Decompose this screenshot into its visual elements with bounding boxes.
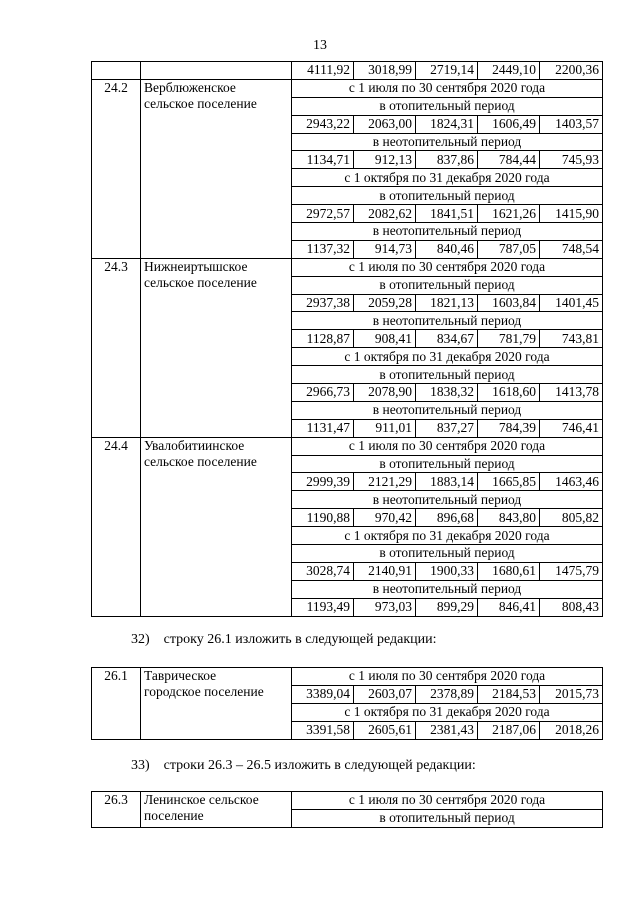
value-cell: 2449,10 xyxy=(478,62,540,80)
value-cell: 1900,33 xyxy=(416,562,478,580)
period-label: в неотопительный период xyxy=(292,223,603,241)
value-cell: 2121,29 xyxy=(354,473,416,491)
table-row xyxy=(92,258,603,276)
period-label: в отопительный период xyxy=(292,455,603,473)
value-cell: 2082,62 xyxy=(354,205,416,223)
settlement-name xyxy=(141,668,292,740)
settlement-name-line: сельское поселение xyxy=(144,274,257,290)
value-cell: 1128,87 xyxy=(292,330,354,348)
value-cell: 1403,57 xyxy=(540,115,603,133)
row-number: 24.2 xyxy=(92,79,141,258)
settlement-name xyxy=(141,258,292,437)
value-cell: 2719,14 xyxy=(416,62,478,80)
value-cell: 746,41 xyxy=(540,419,603,437)
period-label: с 1 июля по 30 сентября 2020 года xyxy=(292,79,603,97)
value-cell: 2999,39 xyxy=(292,473,354,491)
value-cell: 1603,84 xyxy=(478,294,540,312)
tariff-table-24 xyxy=(91,61,603,617)
value-cell: 2378,89 xyxy=(416,685,478,703)
value-cell: 1475,79 xyxy=(540,562,603,580)
value-cell: 743,81 xyxy=(540,330,603,348)
value-cell: 1883,14 xyxy=(416,473,478,491)
value-cell: 843,80 xyxy=(478,509,540,527)
table-row xyxy=(92,792,603,810)
period-label: в неотопительный период xyxy=(292,401,603,419)
settlement-name-line: Увалобитиинское xyxy=(144,437,245,453)
value-cell: 846,41 xyxy=(478,598,540,616)
value-cell: 896,68 xyxy=(416,509,478,527)
value-cell: 1841,51 xyxy=(416,205,478,223)
value-cell: 1401,45 xyxy=(540,294,603,312)
value-cell: 748,54 xyxy=(540,240,603,258)
table-row xyxy=(92,79,603,97)
value-cell: 1137,32 xyxy=(292,240,354,258)
clause-33: 33) строки 26.3 – 26.5 изложить в следующей редакции: xyxy=(131,758,476,773)
value-cell: 787,05 xyxy=(478,240,540,258)
value-cell: 834,67 xyxy=(416,330,478,348)
value-cell: 2200,36 xyxy=(540,62,603,80)
value-cell: 1680,61 xyxy=(478,562,540,580)
value-cell: 837,86 xyxy=(416,151,478,169)
value-cell: 745,93 xyxy=(540,151,603,169)
value-cell: 911,01 xyxy=(354,419,416,437)
value-cell: 4111,92 xyxy=(292,62,354,80)
period-label: в отопительный период xyxy=(292,97,603,115)
value-cell: 2063,00 xyxy=(354,115,416,133)
value-cell: 2015,73 xyxy=(540,685,603,703)
value-cell: 3389,04 xyxy=(292,685,354,703)
value-cell: 3028,74 xyxy=(292,562,354,580)
period-label: с 1 октября по 31 декабря 2020 года xyxy=(292,169,603,187)
settlement-name xyxy=(141,437,292,616)
value-cell: 1821,13 xyxy=(416,294,478,312)
value-cell: 1621,26 xyxy=(478,205,540,223)
period-label: в неотопительный период xyxy=(292,133,603,151)
value-cell: 2972,57 xyxy=(292,205,354,223)
value-cell: 837,27 xyxy=(416,419,478,437)
value-cell: 805,82 xyxy=(540,509,603,527)
period-label: в отопительный период xyxy=(292,187,603,205)
value-cell: 1193,49 xyxy=(292,598,354,616)
value-cell: 1838,32 xyxy=(416,384,478,402)
settlement-name-line: Таврическое xyxy=(144,668,217,683)
settlement-name xyxy=(141,79,292,258)
value-cell: 1824,31 xyxy=(416,115,478,133)
row-number: 26.3 xyxy=(92,792,141,828)
table-row xyxy=(92,668,603,686)
value-cell: 973,03 xyxy=(354,598,416,616)
period-label: с 1 июля по 30 сентября 2020 года xyxy=(292,792,603,810)
period-label: с 1 октября по 31 декабря 2020 года xyxy=(292,348,603,366)
value-cell: 840,46 xyxy=(416,240,478,258)
value-cell: 1415,90 xyxy=(540,205,603,223)
value-cell: 2937,38 xyxy=(292,294,354,312)
period-label: в отопительный период xyxy=(292,545,603,563)
period-label: в неотопительный период xyxy=(292,491,603,509)
value-cell: 808,43 xyxy=(540,598,603,616)
period-label: в отопительный период xyxy=(292,276,603,294)
value-cell: 1190,88 xyxy=(292,509,354,527)
clause-32: 32) строку 26.1 изложить в следующей редакции: xyxy=(131,632,437,647)
empty-cell xyxy=(92,62,141,80)
row-number: 26.1 xyxy=(92,668,141,740)
value-cell: 1463,46 xyxy=(540,473,603,491)
value-cell: 3018,99 xyxy=(354,62,416,80)
row-number: 24.4 xyxy=(92,437,141,616)
empty-cell xyxy=(141,62,292,80)
value-cell: 1131,47 xyxy=(292,419,354,437)
settlement-name-line: сельское поселение xyxy=(144,95,257,111)
period-label: в отопительный период xyxy=(292,809,603,827)
value-cell: 3391,58 xyxy=(292,721,354,739)
value-cell: 2381,43 xyxy=(416,721,478,739)
settlement-name xyxy=(141,792,292,828)
value-cell: 2943,22 xyxy=(292,115,354,133)
value-cell: 1134,71 xyxy=(292,151,354,169)
value-cell: 2140,91 xyxy=(354,562,416,580)
value-cell: 781,79 xyxy=(478,330,540,348)
value-cell: 2059,28 xyxy=(354,294,416,312)
value-cell: 2187,06 xyxy=(478,721,540,739)
period-label: в отопительный период xyxy=(292,366,603,384)
value-cell: 2603,07 xyxy=(354,685,416,703)
value-cell: 970,42 xyxy=(354,509,416,527)
table-row xyxy=(92,62,603,80)
settlement-name-line: поселение xyxy=(144,808,204,823)
value-cell: 1606,49 xyxy=(478,115,540,133)
settlement-name-line: Ленинское сельское xyxy=(144,792,259,807)
period-label: с 1 октября по 31 декабря 2020 года xyxy=(292,527,603,545)
value-cell: 1413,78 xyxy=(540,384,603,402)
period-label: с 1 июля по 30 сентября 2020 года xyxy=(292,258,603,276)
value-cell: 1618,60 xyxy=(478,384,540,402)
value-cell: 908,41 xyxy=(354,330,416,348)
value-cell: 914,73 xyxy=(354,240,416,258)
tariff-table-26-1 xyxy=(91,667,603,740)
period-label: с 1 октября по 31 декабря 2020 года xyxy=(292,703,603,721)
value-cell: 784,39 xyxy=(478,419,540,437)
value-cell: 2184,53 xyxy=(478,685,540,703)
value-cell: 912,13 xyxy=(354,151,416,169)
value-cell: 1665,85 xyxy=(478,473,540,491)
tariff-table-26-3 xyxy=(91,791,603,828)
value-cell: 2966,73 xyxy=(292,384,354,402)
value-cell: 2018,26 xyxy=(540,721,603,739)
period-label: с 1 июля по 30 сентября 2020 года xyxy=(292,437,603,455)
settlement-name-line: городское поселение xyxy=(144,684,264,699)
value-cell: 784,44 xyxy=(478,151,540,169)
value-cell: 899,29 xyxy=(416,598,478,616)
settlement-name-line: Верблюженское xyxy=(144,79,236,95)
settlement-name-line: Нижнеиртышское xyxy=(144,258,248,274)
value-cell: 2605,61 xyxy=(354,721,416,739)
row-number: 24.3 xyxy=(92,258,141,437)
table-row xyxy=(92,437,603,455)
settlement-name-line: сельское поселение xyxy=(144,453,257,469)
value-cell: 2078,90 xyxy=(354,384,416,402)
period-label: с 1 июля по 30 сентября 2020 года xyxy=(292,668,603,686)
page-number: 13 xyxy=(313,38,327,53)
period-label: в неотопительный период xyxy=(292,580,603,598)
period-label: в неотопительный период xyxy=(292,312,603,330)
